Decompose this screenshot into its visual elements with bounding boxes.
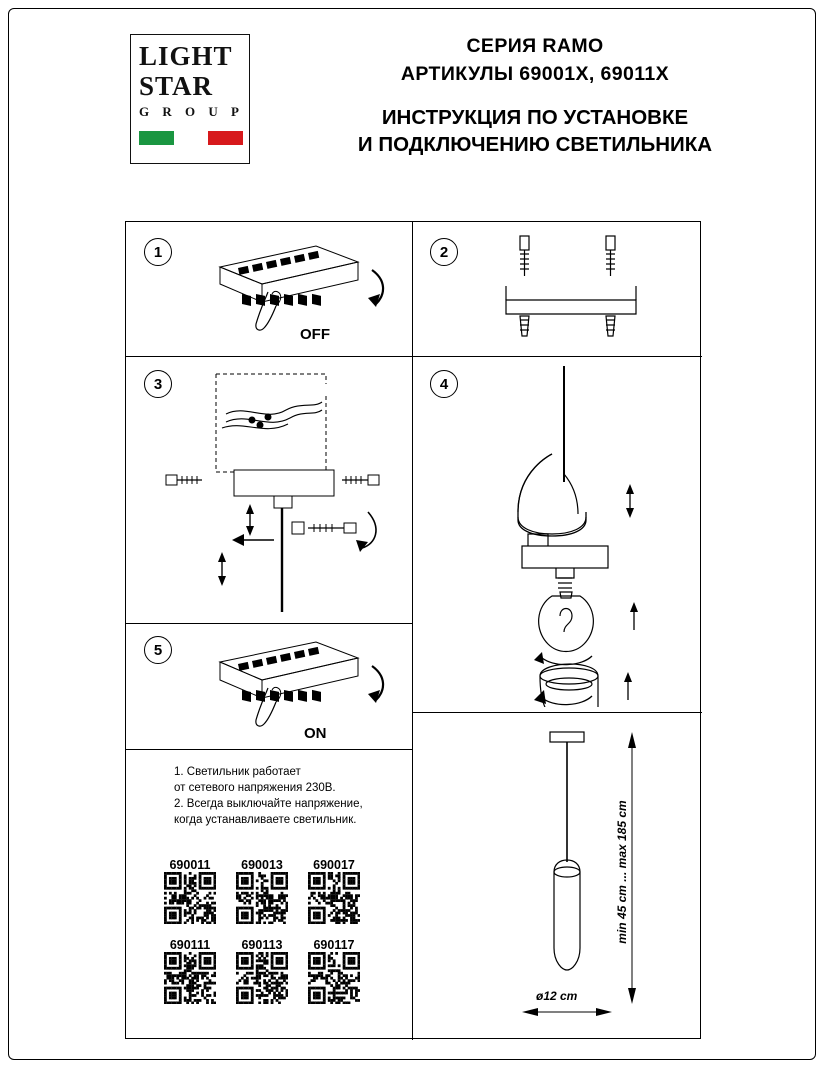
instruction-title-line-1: ИНСТРУКЦИЯ ПО УСТАНОВКЕ bbox=[381, 106, 689, 129]
height-dimension-text-svg: min 45 cm ... max 185 cm bbox=[615, 800, 629, 944]
qr-item[interactable] bbox=[164, 858, 216, 924]
grid-divider-h1-left bbox=[126, 356, 412, 357]
qr-code-image[interactable] bbox=[164, 872, 216, 924]
qr-item[interactable] bbox=[236, 938, 288, 1004]
grid-divider-vertical-top bbox=[412, 222, 413, 712]
instruction-grid bbox=[125, 221, 701, 1039]
step-3-illustration bbox=[156, 362, 406, 617]
step-4-illustration bbox=[456, 362, 696, 707]
step-1-illustration bbox=[176, 232, 406, 352]
note-line-3: 2. Всегда выключайте напряжение, bbox=[174, 798, 363, 810]
qr-code-label: 690017 bbox=[313, 858, 355, 872]
logo-line-3: G R O U P bbox=[139, 104, 244, 119]
step-number-5: 5 bbox=[144, 636, 172, 664]
title-block bbox=[290, 32, 780, 158]
italy-flag-icon bbox=[139, 131, 243, 145]
qr-item[interactable] bbox=[308, 938, 360, 1004]
note-line-4: когда устанавливаете светильник. bbox=[174, 814, 357, 826]
qr-code-image[interactable] bbox=[308, 952, 360, 1004]
step-5-label: ON bbox=[304, 725, 327, 742]
logo-line-1: LIGHT bbox=[139, 41, 233, 71]
qr-code-grid bbox=[164, 858, 404, 1004]
series-name: СЕРИЯ RAMO bbox=[466, 35, 604, 57]
step-1-label: OFF bbox=[300, 326, 330, 343]
step-number-4: 4 bbox=[430, 370, 458, 398]
brand-logo bbox=[130, 34, 250, 164]
article-numbers: АРТИКУЛЫ 69001X, 69011X bbox=[400, 63, 670, 85]
document-header bbox=[40, 26, 780, 176]
qr-code-label: 690011 bbox=[169, 858, 211, 872]
qr-code-image[interactable] bbox=[164, 952, 216, 1004]
grid-divider-h3-left bbox=[126, 749, 412, 750]
step-number-3: 3 bbox=[144, 370, 172, 398]
diameter-dimension-label: ø12 cm bbox=[536, 989, 578, 1003]
grid-divider-h2-left bbox=[126, 623, 412, 624]
qr-code-label: 690117 bbox=[313, 938, 355, 952]
grid-divider-vertical-bottom bbox=[412, 712, 413, 1040]
step-4-rotate-arrow bbox=[456, 662, 696, 722]
instruction-title-line-2: И ПОДКЛЮЧЕНИЮ СВЕТИЛЬНИКА bbox=[357, 133, 713, 156]
qr-code-image[interactable] bbox=[308, 872, 360, 924]
step-5-illustration bbox=[176, 630, 406, 748]
step-2-illustration bbox=[466, 230, 686, 350]
qr-code-image[interactable] bbox=[236, 872, 288, 924]
step-number-2: 2 bbox=[430, 238, 458, 266]
grid-divider-h1-right bbox=[412, 356, 702, 357]
qr-code-label: 690113 bbox=[241, 938, 283, 952]
qr-item[interactable] bbox=[164, 938, 216, 1004]
qr-item[interactable] bbox=[308, 858, 360, 924]
qr-code-label: 690013 bbox=[241, 858, 283, 872]
notes-block bbox=[174, 764, 404, 828]
note-line-1: 1. Светильник работает bbox=[174, 766, 301, 778]
qr-item[interactable] bbox=[236, 858, 288, 924]
dimension-illustration bbox=[426, 722, 696, 1032]
step-number-1: 1 bbox=[144, 238, 172, 266]
qr-code-image[interactable] bbox=[236, 952, 288, 1004]
qr-code-label: 690111 bbox=[169, 938, 211, 952]
logo-line-2: STAR bbox=[139, 71, 214, 101]
note-line-2: от сетевого напряжения 230В. bbox=[174, 782, 336, 794]
